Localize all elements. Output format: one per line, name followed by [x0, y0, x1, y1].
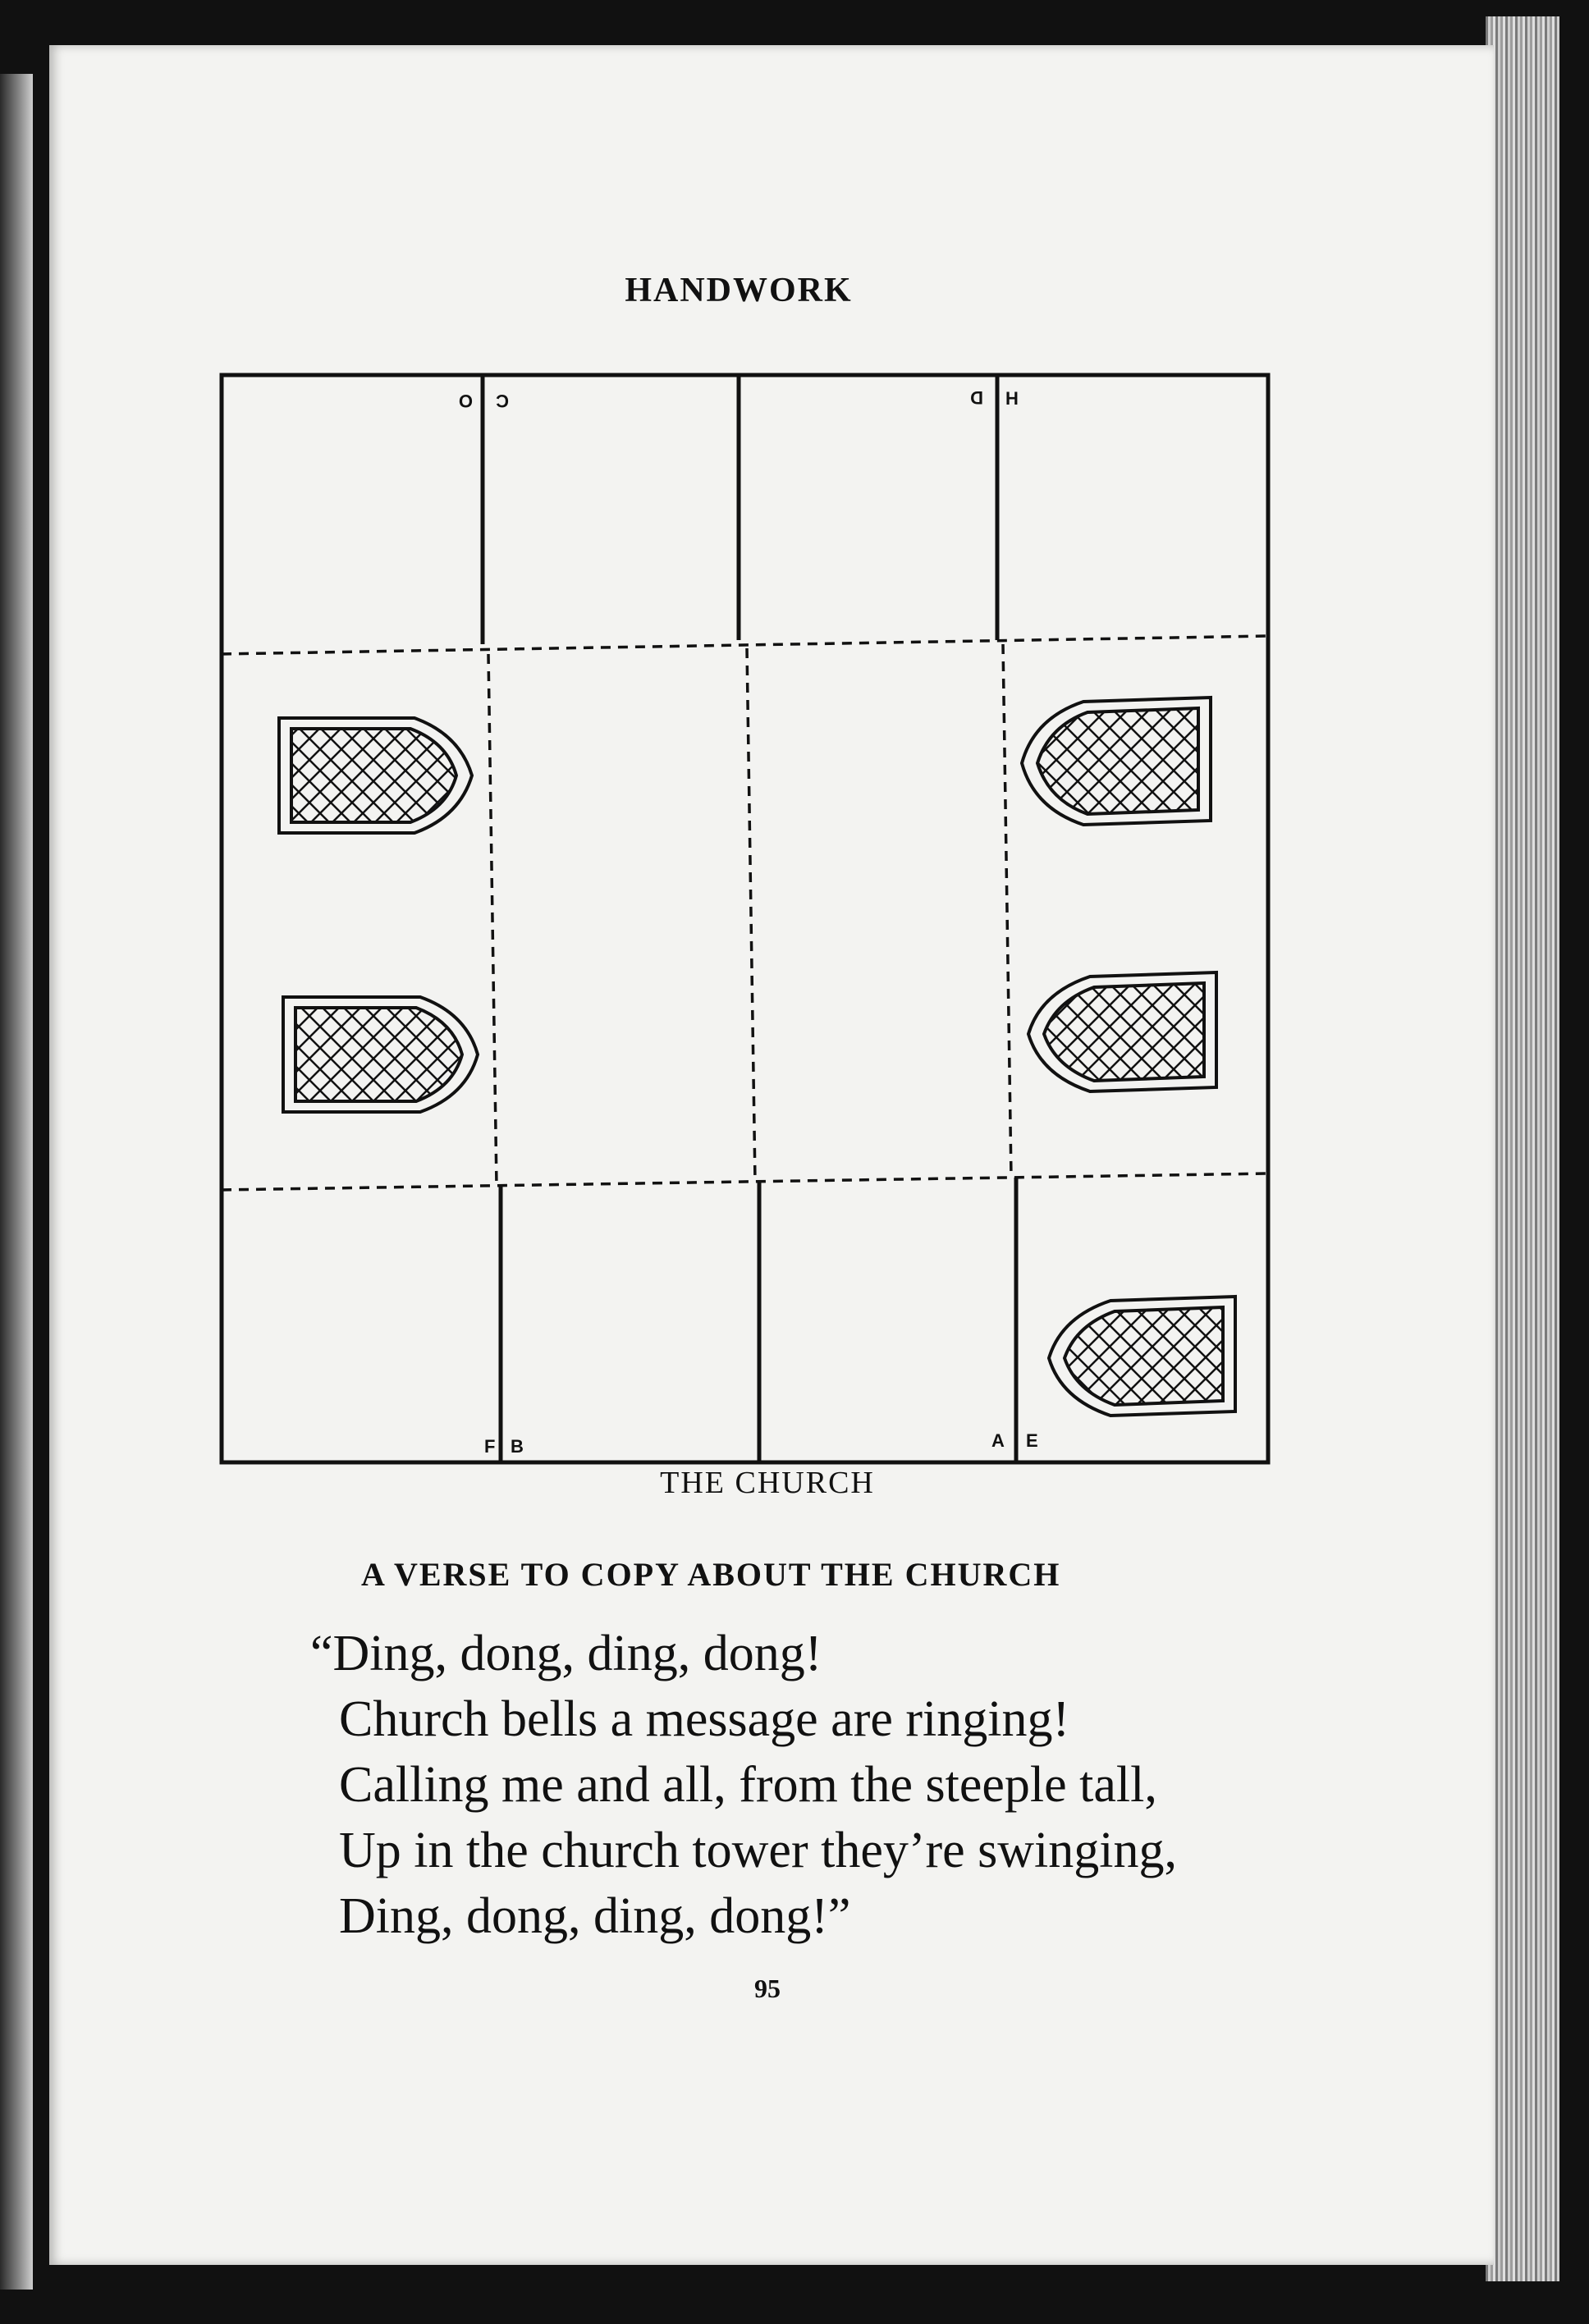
page-number: 95	[754, 1974, 781, 2003]
corner-label-d: D	[970, 387, 983, 408]
corner-label-e: E	[1026, 1430, 1038, 1451]
fold-line	[222, 1173, 1268, 1190]
verse-line: Up in the church tower they’re swinging,	[339, 1823, 1178, 1878]
gothic-window-right-lower	[1049, 1297, 1235, 1416]
gothic-window-right-middle	[1028, 972, 1216, 1091]
gothic-window-right-upper	[1022, 698, 1211, 825]
verse-line: Church bells a message are ringing!	[339, 1691, 1070, 1747]
corner-label-o: O	[458, 391, 473, 411]
verse-block	[310, 1621, 1377, 1949]
running-header: HANDWORK	[625, 272, 853, 309]
verse-line: Ding, dong, ding, dong!”	[339, 1888, 851, 1944]
verse-line: “Ding, dong, ding, dong!	[310, 1626, 822, 1681]
corner-label-h: H	[1005, 388, 1019, 409]
fold-line	[747, 648, 755, 1182]
fold-line	[1003, 644, 1011, 1178]
figure-caption: THE CHURCH	[660, 1466, 875, 1500]
corner-label-f: F	[484, 1436, 496, 1457]
corner-label-c: C	[496, 391, 509, 411]
fold-line	[488, 654, 497, 1186]
section-title: A VERSE TO COPY ABOUT THE CHURCH	[361, 1556, 1061, 1593]
gothic-window-left-upper	[279, 718, 472, 833]
corner-label-a: A	[991, 1430, 1005, 1451]
corner-label-b: B	[511, 1436, 524, 1457]
verse-line: Calling me and all, from the steeple tall,	[339, 1757, 1157, 1813]
gothic-window-left-lower	[283, 997, 478, 1112]
left-page-edge	[0, 74, 33, 2290]
church-cutout-diagram	[213, 365, 1280, 1473]
scanner-border	[1559, 0, 1589, 2324]
fold-line	[222, 636, 1268, 654]
